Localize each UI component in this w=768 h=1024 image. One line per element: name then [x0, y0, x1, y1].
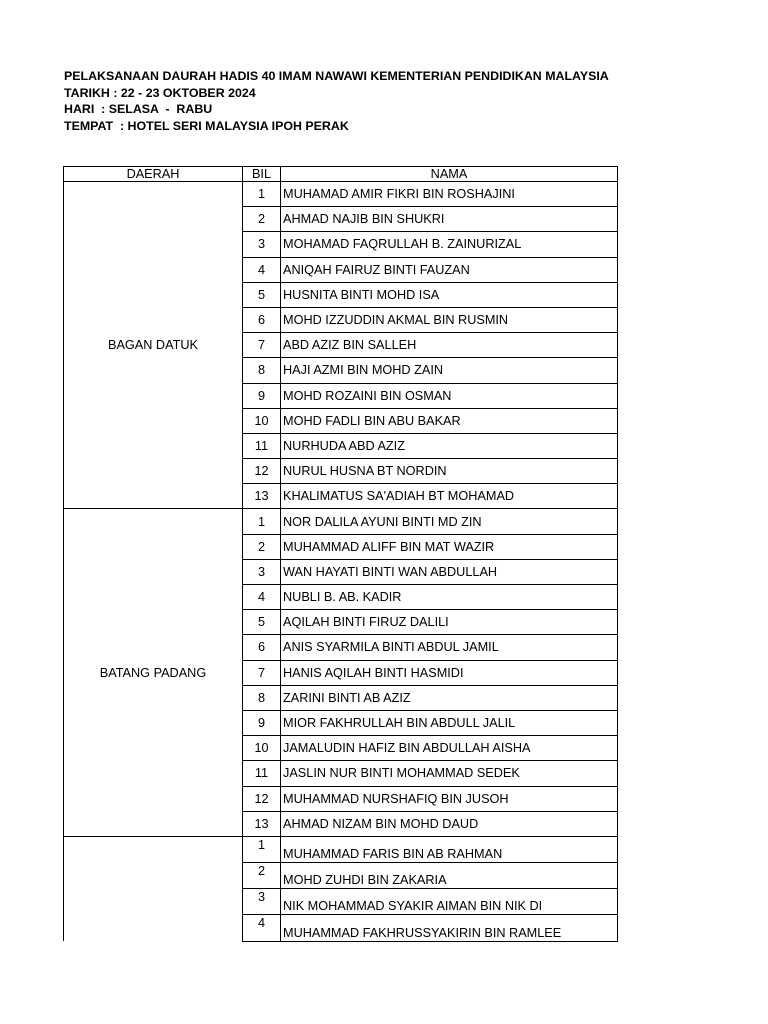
table-row — [64, 836, 618, 862]
bil-cell: 6 — [243, 307, 281, 332]
table-row — [64, 182, 618, 207]
bil-cell: 10 — [243, 736, 281, 761]
bil-cell: 7 — [243, 660, 281, 685]
bil-cell: 5 — [243, 610, 281, 635]
bil-cell: 3 — [243, 559, 281, 584]
nama-cell: MUHAMMAD ALIFF BIN MAT WAZIR — [281, 534, 618, 559]
bil-cell: 5 — [243, 282, 281, 307]
nama-cell: MOHD ROZAINI BIN OSMAN — [281, 383, 618, 408]
column-header-bil: BIL — [243, 167, 281, 182]
nama-cell: AQILAH BINTI FIRUZ DALILI — [281, 610, 618, 635]
nama-cell: MUHAMAD AMIR FIKRI BIN ROSHAJINI — [281, 182, 618, 207]
bil-cell: 8 — [243, 358, 281, 383]
daerah-cell: BATANG PADANG — [64, 509, 243, 836]
bil-cell: 7 — [243, 333, 281, 358]
bil-cell: 3 — [243, 889, 281, 915]
bil-cell: 6 — [243, 635, 281, 660]
nama-cell: MIOR FAKHRULLAH BIN ABDULL JALIL — [281, 710, 618, 735]
nama-cell: MOHD FADLI BIN ABU BAKAR — [281, 408, 618, 433]
header-day: HARI : SELASA - RABU — [64, 102, 213, 117]
nama-cell: NURHUDA ABD AZIZ — [281, 433, 618, 458]
nama-cell: ANIQAH FAIRUZ BINTI FAUZAN — [281, 257, 618, 282]
bil-cell: 12 — [243, 786, 281, 811]
nama-cell: JAMALUDIN HAFIZ BIN ABDULLAH AISHA — [281, 736, 618, 761]
column-header-daerah: DAERAH — [64, 167, 243, 182]
header-date: TARIKH : 22 - 23 OKTOBER 2024 — [64, 85, 256, 100]
bil-cell: 13 — [243, 484, 281, 509]
header-venue: TEMPAT : HOTEL SERI MALAYSIA IPOH PERAK — [64, 119, 349, 134]
nama-cell: WAN HAYATI BINTI WAN ABDULLAH — [281, 559, 618, 584]
nama-cell: MUHAMMAD FAKHRUSSYAKIRIN BIN RAMLEE — [281, 915, 618, 941]
bil-cell: 11 — [243, 761, 281, 786]
header-title: PELAKSANAAN DAURAH HADIS 40 IMAM NAWAWI KEMENTERIAN PENDIDIKAN MALAYSIA — [64, 69, 609, 83]
bil-cell: 2 — [243, 534, 281, 559]
bil-cell: 1 — [243, 509, 281, 534]
bil-cell: 3 — [243, 232, 281, 257]
bil-cell: 1 — [243, 182, 281, 207]
bil-cell: 8 — [243, 685, 281, 710]
column-header-nama: NAMA — [281, 167, 618, 182]
nama-cell: MUHAMMAD NURSHAFIQ BIN JUSOH — [281, 786, 618, 811]
nama-cell: ANIS SYARMILA BINTI ABDUL JAMIL — [281, 635, 618, 660]
nama-cell: MOHD IZZUDDIN AKMAL BIN RUSMIN — [281, 307, 618, 332]
table-row — [64, 509, 618, 534]
bil-cell: 9 — [243, 710, 281, 735]
nama-cell: HUSNITA BINTI MOHD ISA — [281, 282, 618, 307]
nama-cell: NIK MOHAMMAD SYAKIR AIMAN BIN NIK DI — [281, 889, 618, 915]
bil-cell: 10 — [243, 408, 281, 433]
bil-cell: 2 — [243, 207, 281, 232]
nama-cell: JASLIN NUR BINTI MOHAMMAD SEDEK — [281, 761, 618, 786]
bil-cell: 13 — [243, 811, 281, 836]
nama-cell: AHMAD NIZAM BIN MOHD DAUD — [281, 811, 618, 836]
nama-cell: NURUL HUSNA BT NORDIN — [281, 459, 618, 484]
nama-cell: ABD AZIZ BIN SALLEH — [281, 333, 618, 358]
bil-cell: 11 — [243, 433, 281, 458]
nama-cell: AHMAD NAJIB BIN SHUKRI — [281, 207, 618, 232]
bil-cell: 2 — [243, 863, 281, 889]
nama-cell: ZARINI BINTI AB AZIZ — [281, 685, 618, 710]
document-header — [64, 68, 609, 135]
nama-cell: MUHAMMAD FARIS BIN AB RAHMAN — [281, 836, 618, 862]
participants-table — [63, 166, 618, 942]
daerah-cell: BAGAN DATUK — [64, 182, 243, 509]
bil-cell: 12 — [243, 459, 281, 484]
table-header-row — [64, 167, 618, 182]
bil-cell: 4 — [243, 257, 281, 282]
nama-cell: MOHD ZUHDI BIN ZAKARIA — [281, 863, 618, 889]
daerah-cell — [64, 836, 243, 941]
table-body — [64, 182, 618, 942]
nama-cell: NOR DALILA AYUNI BINTI MD ZIN — [281, 509, 618, 534]
nama-cell: MOHAMAD FAQRULLAH B. ZAINURIZAL — [281, 232, 618, 257]
nama-cell: HAJI AZMI BIN MOHD ZAIN — [281, 358, 618, 383]
nama-cell: KHALIMATUS SA'ADIAH BT MOHAMAD — [281, 484, 618, 509]
nama-cell: HANIS AQILAH BINTI HASMIDI — [281, 660, 618, 685]
bil-cell: 4 — [243, 915, 281, 941]
bil-cell: 4 — [243, 585, 281, 610]
bil-cell: 9 — [243, 383, 281, 408]
nama-cell: NUBLI B. AB. KADIR — [281, 585, 618, 610]
bil-cell: 1 — [243, 836, 281, 862]
